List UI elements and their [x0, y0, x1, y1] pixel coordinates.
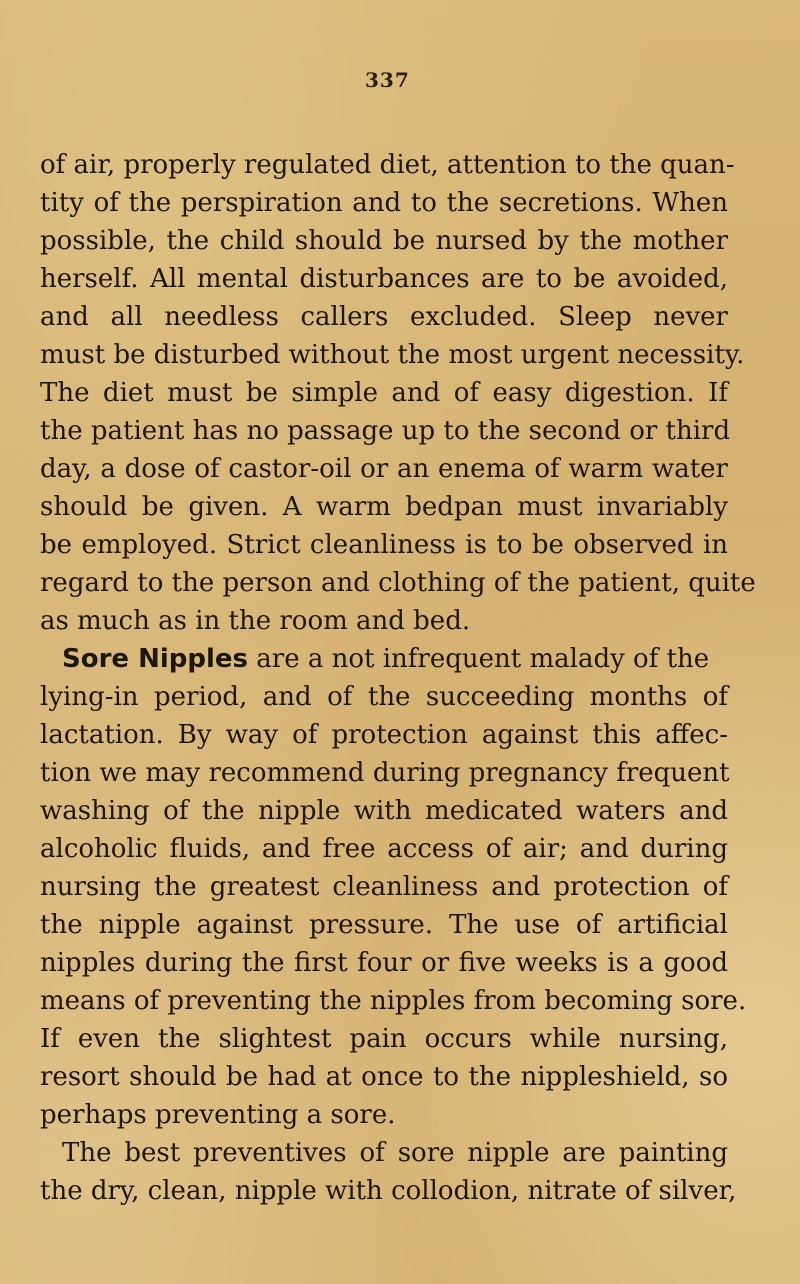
section-heading: Sore Nipples — [62, 644, 249, 674]
text-line: lying-in period, and of the succeeding months of — [40, 682, 728, 712]
text-line: tity of the perspiration and to the secretions. When — [40, 188, 728, 218]
text-line: the dry, clean, nipple with collodion, nitrate of silver, — [40, 1176, 737, 1206]
text-line: washing of the nipple with medicated waters and — [40, 796, 728, 826]
text-line: the nipple against pressure. The use of artificial — [40, 910, 728, 940]
text-line: possible, the child should be nursed by the mother — [40, 226, 728, 256]
text-line: regard to the person and clothing of the patient, quite — [40, 568, 756, 598]
text-run: are a not infrequent malady of the — [248, 644, 710, 674]
text-line: alcoholic fluids, and free access of air; and during — [40, 834, 728, 864]
text-line: day, a dose of castor-oil or an enema of warm water — [40, 454, 728, 484]
text-line: resort should be had at once to the nippleshield, so — [40, 1062, 728, 1092]
text-line: means of preventing the nipples from becoming sore. — [40, 986, 747, 1016]
text-line: the patient has no passage up to the second or third — [40, 416, 731, 446]
text-line: nipples during the first four or five weeks is a good — [40, 948, 728, 978]
text-line: must be disturbed without the most urgent necessity. — [40, 340, 745, 370]
text-line: of air, properly regulated diet, attention to the quan- — [40, 150, 735, 180]
text-line: lactation. By way of protection against this affec- — [40, 720, 728, 750]
text-line: The best preventives of sore nipple are painting — [62, 1138, 728, 1168]
text-line: should be given. A warm bedpan must invariably — [40, 492, 728, 522]
text-line: tion we may recommend during pregnancy frequent — [40, 758, 730, 788]
text-line: and all needless callers excluded. Sleep never — [40, 302, 728, 332]
text-line: perhaps preventing a sore. — [40, 1100, 396, 1130]
text-line: If even the slightest pain occurs while nursing, — [40, 1024, 728, 1054]
text-line: be employed. Strict cleanliness is to be observed in — [40, 530, 728, 560]
text-line: The diet must be simple and of easy digestion. If — [40, 378, 728, 408]
text-line: as much as in the room and bed. — [40, 606, 471, 636]
page-number: 337 — [365, 68, 410, 92]
text-line: herself. All mental disturbances are to be avoided, — [40, 264, 728, 294]
text-line: nursing the greatest cleanliness and protection of — [40, 872, 728, 902]
text-line — [62, 644, 709, 674]
